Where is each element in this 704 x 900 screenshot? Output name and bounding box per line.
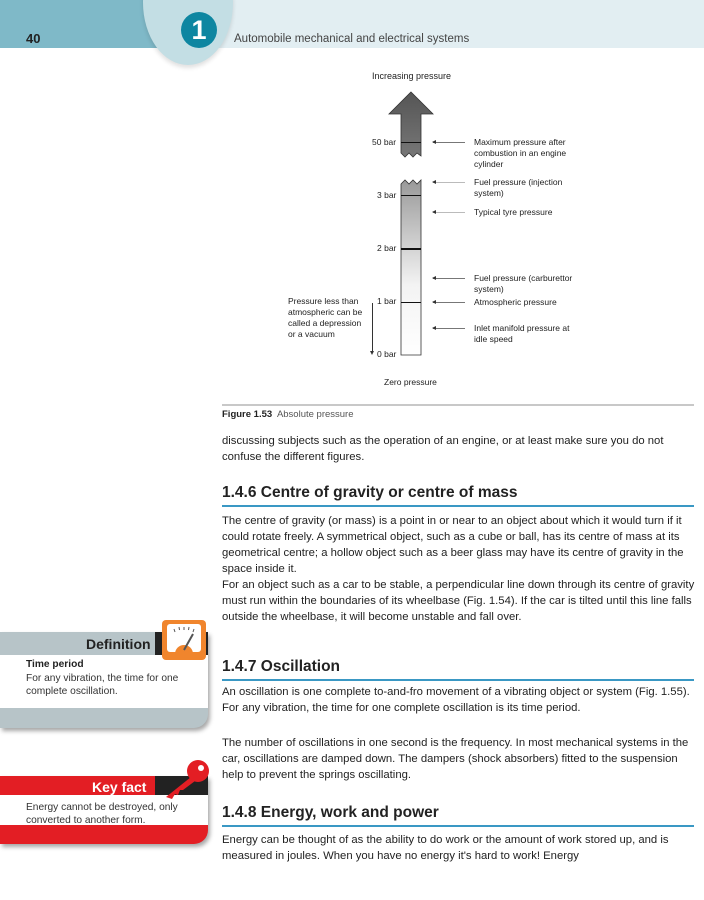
annotation: Fuel pressure (carburettor system): [474, 273, 573, 294]
left-note: Pressure less than atmospheric can be called a depression or a vacuum: [288, 296, 363, 339]
paragraph: The centre of gravity (or mass) is a point in or near to an object about which it would turn if it could rotate freely. A symmetrical object, such as a cube or ball, has its centre of mass at its geometrical centre; a hollow object such as a beer glass may have its centre of gravity in the space inside it.: [222, 515, 684, 575]
definition-title: Definition: [86, 636, 151, 652]
paragraph: Energy can be thought of as the ability to do work or the amount of work stored up, and is measured in joules. When you have no energy it's hard to work! Energy: [222, 834, 669, 862]
scale-label: 3 bar: [377, 190, 397, 200]
section-heading: 1.4.6 Centre of gravity or centre of mass: [222, 484, 694, 507]
paragraph: discussing subjects such as the operation of an engine, or at least make sure you do not confuse the different figures.: [222, 435, 664, 463]
paragraph: An oscillation is one complete to-and-fro movement of a vibrating object or system (Fig. 1.55). For any vibration, the time for one complete oscillation is its time period.: [222, 686, 690, 714]
key-fact-text: Energy cannot be destroyed, only converted to another form.: [26, 802, 178, 826]
annotation: Typical tyre pressure: [474, 207, 553, 217]
scale-label: 2 bar: [377, 243, 397, 253]
scale-label: 50 bar: [372, 137, 397, 147]
book-title: Automobile mechanical and electrical systems: [234, 33, 470, 45]
annotation: Maximum pressure after combustion in an engine cylinder: [474, 137, 567, 169]
definition-text: For any vibration, the time for one complete oscillation.: [26, 673, 179, 697]
annotation: Inlet manifold pressure at idle speed: [474, 323, 570, 344]
key-fact-title: Key fact: [92, 779, 147, 795]
key-icon: [160, 757, 212, 801]
bottom-label: Zero pressure: [384, 377, 437, 387]
gauge-icon: [162, 620, 206, 660]
annotation: Atmospheric pressure: [474, 297, 557, 307]
scale-label: 0 bar: [377, 349, 397, 359]
annotation: Fuel pressure (injection system): [474, 177, 563, 198]
definition-term: Time period: [26, 659, 84, 670]
chapter-badge: 1: [181, 12, 217, 48]
header-band: [0, 0, 160, 48]
paragraph: For an object such as a car to be stable, a perpendicular line down through its centre of gravity must run within the boundaries of its wheelbase (Fig. 1.54). If the car is tilted until this line falls outside the wheelbase, it will become unstable and fall over.: [222, 579, 695, 623]
scale-label: 1 bar: [377, 296, 397, 306]
section-heading: 1.4.8 Energy, work and power: [222, 804, 694, 827]
figure-caption: Figure 1.53 Absolute pressure: [222, 404, 694, 420]
section-heading: 1.4.7 Oscillation: [222, 658, 694, 681]
top-label: Increasing pressure: [372, 71, 452, 81]
paragraph: The number of oscillations in one second is the frequency. In most mechanical systems in the car, oscillations are damped down. The dampers (shock absorbers) fitted to the suspension help to prevent the springs oscillating.: [222, 737, 689, 781]
pressure-arrow-icon: [385, 90, 437, 360]
page-number: 40: [26, 31, 41, 46]
down-arrow-icon: [372, 303, 373, 353]
